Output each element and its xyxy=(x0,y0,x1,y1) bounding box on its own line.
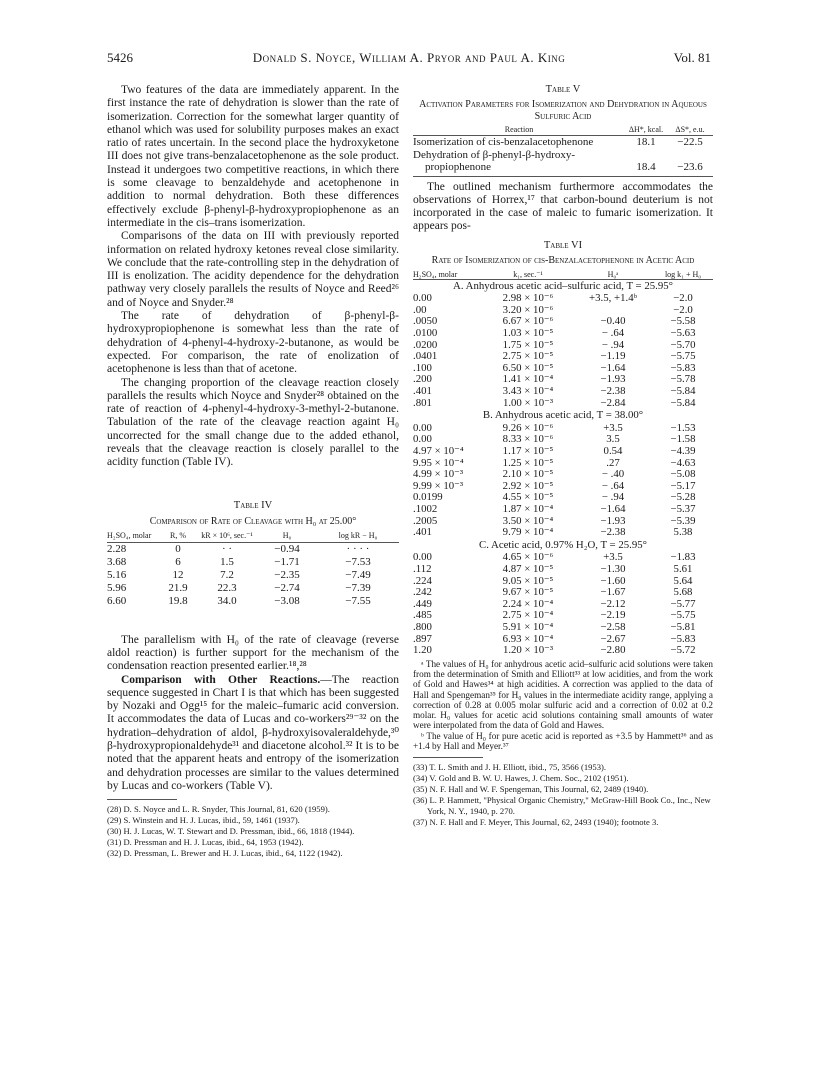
table-row xyxy=(413,576,713,588)
table-row xyxy=(413,564,713,576)
table-cell: −2.0 xyxy=(673,303,693,316)
paragraph-text: —The reaction sequence suggested in Chart I is that which has been suggested by Nozaki and Ogg¹⁵ for the maleic–fumaric acid conversion. It accommodates the data of Lucas and co-workers²⁹⁻³² on the hydration–dehydration of aldol, β-hydroxyisovaleraldehyde,³⁰ β-hydroxypropionaldehyde³¹ and diacetone alcohol.³² It is to be noted that the apparent heats and entropy of the isomerization and dehydration processes are similar to the values determined by Lucas and co-workers (Table V). xyxy=(107,673,399,792)
table-cell: 1.25 × 10⁻⁵ xyxy=(502,456,554,469)
table-cell: −2.80 xyxy=(600,644,626,657)
table-cell: 5.16 xyxy=(107,568,127,581)
table-cell: 9.26 × 10⁻⁶ xyxy=(502,421,554,434)
table-header-row xyxy=(413,270,713,280)
table-cell: − .94 xyxy=(601,338,625,351)
table-cell: −2.84 xyxy=(600,396,626,409)
table-cell: −2.12 xyxy=(600,597,626,610)
left-column xyxy=(107,84,399,859)
table-cell: 9.05 × 10⁻⁵ xyxy=(502,574,554,587)
table-cell: 1.17 × 10⁻⁵ xyxy=(502,445,554,457)
table-row xyxy=(413,645,713,657)
table-cell: .242 xyxy=(413,586,432,599)
table-cell: −4.39 xyxy=(670,445,696,457)
table-cell: −5.78 xyxy=(670,373,696,386)
table-cell: .00 xyxy=(413,303,427,316)
table-cell: 7.2 xyxy=(220,568,234,581)
table-footnotes xyxy=(413,659,713,752)
table-v-title: Activation Parameters for Isomerization and Dehydration in Aqueous Sulfuric Acid xyxy=(419,99,707,122)
column-header: k₁, sec.⁻¹ xyxy=(513,269,543,279)
table-cell: 0.00 xyxy=(413,551,432,564)
table-cell: 8.33 × 10⁻⁶ xyxy=(502,433,554,446)
table-row xyxy=(413,351,713,363)
table-row xyxy=(413,446,713,458)
table-section-row xyxy=(413,279,713,293)
table-row xyxy=(413,504,713,516)
table-cell: 0.0199 xyxy=(413,491,443,504)
column-header: H₀ xyxy=(257,531,317,543)
table-cell: −5.84 xyxy=(670,396,696,409)
table-cell: .200 xyxy=(413,373,432,386)
table-cell: 0.00 xyxy=(413,292,432,305)
table-cell: −7.49 xyxy=(345,568,371,581)
table-cell: − .64 xyxy=(601,479,625,492)
column-header: H₂SO₄, molar xyxy=(107,531,159,543)
table-cell: 2.92 × 10⁻⁵ xyxy=(502,479,554,492)
column-header: Reaction xyxy=(413,125,625,136)
footnote-b: ᵇ The value of H₀ for pure acetic acid is reported as +3.5 by Hammett³⁶ and as +1.4 by Hall and Meyer.³⁷ xyxy=(413,730,713,752)
table-cell: · · xyxy=(221,542,233,555)
paragraph: The outlined mechanism furthermore accommodates the observations of Horrex,¹⁷ that carbon-bound deuterium is not incorporated in the case of maleic to fumaric isomerization. It appears pos- xyxy=(413,180,713,233)
table-row xyxy=(413,305,713,317)
table-cell: −1.60 xyxy=(600,574,626,587)
table-cell: −1.30 xyxy=(600,562,626,575)
table-cell: −23.6 xyxy=(677,161,703,173)
table-cell: −1.58 xyxy=(670,433,696,446)
table-cell: 2.98 × 10⁻⁶ xyxy=(502,292,554,305)
table-cell: −0.94 xyxy=(274,542,300,555)
table-cell: −5.75 xyxy=(670,350,696,363)
table-row xyxy=(107,569,399,582)
table-cell: .801 xyxy=(413,396,432,409)
table-row xyxy=(413,363,713,375)
table-cell: .2005 xyxy=(413,514,438,527)
table-cell: 4.55 × 10⁻⁵ xyxy=(502,491,554,504)
table-cell: +3.5 xyxy=(603,551,623,564)
footnote-rule xyxy=(107,799,177,800)
table-cell: −5.28 xyxy=(670,491,696,504)
table-cell: −1.83 xyxy=(670,551,696,564)
table-cell: 1.5 xyxy=(220,555,234,568)
section-label: A. Anhydrous acetic acid–sulfuric acid, T = 25.95° xyxy=(453,279,673,292)
reference-item: (34) V. Gold and B. W. U. Hawes, J. Chem. Soc., 2102 (1951). xyxy=(413,773,629,784)
table-cell: −1.93 xyxy=(600,514,626,527)
section-label: C. Acetic acid, 0.97% H₂O, T = 25.95° xyxy=(479,538,647,551)
table-v-label: Table V xyxy=(545,84,581,95)
table-cell: −3.08 xyxy=(274,594,300,607)
table-vi xyxy=(413,270,713,657)
table-row xyxy=(413,374,713,386)
table-cell: 6.50 × 10⁻⁵ xyxy=(502,361,554,374)
table-cell: 21.9 xyxy=(168,581,188,594)
table-cell: · · · · xyxy=(346,542,370,555)
table-cell: 12 xyxy=(172,568,184,581)
table-row xyxy=(413,610,713,622)
table-cell: 2.24 × 10⁻⁴ xyxy=(502,597,554,610)
table-cell: −22.5 xyxy=(677,136,703,148)
table-cell: 2.75 × 10⁻⁵ xyxy=(502,350,554,363)
table-cell: −2.74 xyxy=(274,581,300,594)
table-cell: .0050 xyxy=(413,315,438,328)
table-row xyxy=(413,293,713,305)
table-cell: 4.87 × 10⁻⁵ xyxy=(502,562,554,575)
table-cell: .800 xyxy=(413,620,432,633)
table-v xyxy=(413,125,713,174)
table-cell: 4.97 × 10⁻⁴ xyxy=(413,445,464,457)
table-cell: 3.5 xyxy=(606,433,620,446)
table-cell: .0100 xyxy=(413,327,438,340)
table-cell: 3.43 × 10⁻⁴ xyxy=(502,385,554,398)
table-row xyxy=(413,149,713,162)
table-cell: 5.38 xyxy=(673,526,693,539)
table-cell: −1.93 xyxy=(600,373,626,386)
table-cell: 4.65 × 10⁻⁶ xyxy=(502,551,554,564)
table-cell: −5.75 xyxy=(670,609,696,622)
table-cell: .100 xyxy=(413,361,432,374)
table-row xyxy=(413,398,713,410)
table-cell: 1.20 × 10⁻³ xyxy=(502,644,554,657)
table-cell: .27 xyxy=(606,456,620,469)
table-cell: −2.35 xyxy=(274,568,300,581)
column-header: log k₁ + H₀ xyxy=(664,269,702,279)
table-cell: 1.00 × 10⁻³ xyxy=(502,396,554,409)
table-cell: Dehydration of β-phenyl-β-hydroxy- xyxy=(413,148,576,161)
table-cell: 3.50 × 10⁻⁴ xyxy=(502,514,554,527)
section-label: B. Anhydrous acetic acid, T = 38.00° xyxy=(482,409,644,422)
reference-item: (37) N. F. Hall and F. Meyer, This Journal, 62, 2493 (1940); footnote 3. xyxy=(413,817,659,828)
paragraph: The changing proportion of the cleavage reaction closely parallels the results which Noyce and Snyder²⁸ obtained on the rate of reaction of 4-phenyl-4-hydroxy-3-methyl-2-butanone. Tabulation of the rate of the cleavage reaction againt H₀ uncorrected for the small change due to the added ethanol, reveals that the cleavage reaction is closely parallel to the acidity function (Table IV). xyxy=(107,376,399,469)
table-cell: −5.84 xyxy=(670,385,696,398)
reference-item: (31) D. Pressman and H. J. Lucas, ibid., 64, 1953 (1942). xyxy=(107,837,304,848)
table-cell: 6.93 × 10⁻⁴ xyxy=(502,632,554,645)
paragraph: Two features of the data are immediately apparent. In the first instance the rate of dehydration is slower than the rate of isomerization. Correction for the somewhat larger quantity of ethanol which was used for solubility purposes makes an exact ratio of rates uncertain. In the second place the hydroxyketone III does not give trans-benzalacetophenone as the sole product. Instead it undergoes two competitive reactions, in which there is some cleavage to benzaldehyde and acetophenone in addition to normal dehydration. Both these differences effectively exclude β-phenyl-β-hydroxypropiophenone as an intermediate in the cis–trans isomerization. xyxy=(107,84,399,229)
table-row xyxy=(413,136,713,149)
table-cell: 6.60 xyxy=(107,594,127,607)
table-row xyxy=(107,556,399,569)
table-cell: .449 xyxy=(413,597,432,610)
table-cell: 3.68 xyxy=(107,555,127,568)
table-iv xyxy=(107,531,399,608)
table-cell: 5.68 xyxy=(673,586,693,599)
table-cell: −5.58 xyxy=(670,315,696,328)
table-cell: .401 xyxy=(413,385,432,398)
table-cell: 6 xyxy=(175,555,181,568)
table-cell: propiophenone xyxy=(425,161,491,173)
table-cell: −7.55 xyxy=(345,594,371,607)
table-row xyxy=(413,634,713,646)
table-cell: 2.10 × 10⁻⁵ xyxy=(502,468,554,481)
table-cell: −5.63 xyxy=(670,327,696,340)
table-cell: −5.83 xyxy=(670,632,696,645)
table-cell: 9.99 × 10⁻³ xyxy=(413,479,464,492)
table-cell: 1.03 × 10⁻⁵ xyxy=(502,327,554,340)
table-row xyxy=(107,582,399,595)
table-vi-label: Table VI xyxy=(543,239,583,251)
reference-item: (35) N. F. Hall and W. F. Spengeman, This Journal, 62, 2489 (1940). xyxy=(413,784,649,795)
reference-item: (33) T. L. Smith and J. H. Elliott, ibid., 75, 3566 (1953). xyxy=(413,762,607,773)
table-cell: 5.96 xyxy=(107,581,127,594)
table-cell: 22.3 xyxy=(217,581,237,594)
table-cell: 18.1 xyxy=(636,136,656,148)
reference-item: (36) L. P. Hammett, "Physical Organic Chemistry," McGraw-Hill Book Co., Inc., New York, N. Y., 1940, p. 270. xyxy=(413,795,711,817)
table-cell: −1.53 xyxy=(670,421,696,434)
table-cell: −1.67 xyxy=(600,586,626,599)
column-header: ΔH*, kcal. xyxy=(625,125,667,136)
reference-item: (30) H. J. Lucas, W. T. Stewart and D. Pressman, ibid., 66, 1818 (1944). xyxy=(107,826,355,837)
references-left xyxy=(107,804,399,859)
table-cell: +3.5 xyxy=(603,421,623,434)
table-cell: −5.81 xyxy=(670,620,696,633)
table-cell: −5.08 xyxy=(670,468,696,481)
table-row xyxy=(413,386,713,398)
column-header: H₀ᵃ xyxy=(607,269,619,279)
table-cell: −2.67 xyxy=(600,632,626,645)
table-cell: −5.37 xyxy=(670,502,696,515)
table-cell: −5.72 xyxy=(670,644,696,657)
table-cell: − .94 xyxy=(601,491,625,504)
table-cell: 2.28 xyxy=(107,542,127,555)
table-header-row xyxy=(107,531,399,543)
table-row xyxy=(413,599,713,611)
table-section-row xyxy=(413,409,713,423)
paragraph: Comparisons of the data on III with previously reported information on related hydroxy ketones reveal close similarity. We conclude that the rate-controlling step in the dehydration of III is enolization. The acidity dependence for the dehydration pathway very closely parallels the results of Noyce and Reed²⁶ and of Noyce and Snyder.²⁸ xyxy=(107,230,399,309)
table-cell: −2.0 xyxy=(673,292,693,305)
table-cell: 19.8 xyxy=(168,594,188,607)
table-cell: .0200 xyxy=(413,338,438,351)
table-vi-title: Rate of Isomerization of cis-Benzalacetophenone in Acetic Acid xyxy=(431,254,695,266)
table-cell: 2.75 × 10⁻⁴ xyxy=(502,609,554,622)
table-row xyxy=(107,542,399,556)
right-column xyxy=(413,84,713,828)
table-cell: Isomerization of cis-benzalacetophenone xyxy=(413,136,594,148)
table-cell: 5.91 × 10⁻⁴ xyxy=(502,620,554,633)
table-cell: 34.0 xyxy=(217,594,237,607)
paragraph: The rate of dehydration of β-phenyl-β-hydroxypropiophenone is somewhat less than the rate of dehydration of 4-phenyl-4-hydroxy-2-butanone, as would be expected. For comparison, the rate of enolization of acetophenone is less than that of acetone. xyxy=(107,310,399,376)
table-iv-title: Comparison of Rate of Cleavage with H₀ at 25.00° xyxy=(149,515,357,527)
paragraph: The parallelism with H₀ of the rate of cleavage (reverse aldol reaction) is further support for the mechanism of the condensation reaction presented earlier.¹⁸,²⁸ xyxy=(107,633,399,673)
table-cell: −2.58 xyxy=(600,620,626,633)
table-cell: .897 xyxy=(413,632,432,645)
table-cell: .224 xyxy=(413,574,432,587)
table-cell: +3.5, +1.4ᵇ xyxy=(589,292,637,305)
table-cell: .112 xyxy=(413,562,432,575)
table-cell: −7.53 xyxy=(345,555,371,568)
references-right xyxy=(413,762,713,828)
table-cell: −1.19 xyxy=(600,350,626,363)
table-row xyxy=(413,328,713,340)
table-row xyxy=(413,622,713,634)
table-cell: 3.20 × 10⁻⁶ xyxy=(502,303,554,316)
table-cell: −1.71 xyxy=(274,555,300,568)
table-cell: .485 xyxy=(413,609,432,622)
running-header xyxy=(107,50,711,68)
table-cell: 9.95 × 10⁻⁴ xyxy=(413,456,464,469)
table-row xyxy=(413,481,713,493)
table-row xyxy=(413,516,713,528)
table-cell: .0401 xyxy=(413,350,438,363)
table-cell: −0.40 xyxy=(600,315,626,328)
table-cell: 5.64 xyxy=(673,574,693,587)
table-cell: −1.64 xyxy=(600,361,626,374)
table-row xyxy=(413,423,713,435)
table-row xyxy=(107,595,399,608)
table-row xyxy=(413,340,713,352)
column-header: log kR − H₀ xyxy=(317,531,399,543)
reference-item: (29) S. Winstein and H. J. Lucas, ibid., 59, 1461 (1937). xyxy=(107,815,300,826)
table-iv-label: Table IV xyxy=(233,499,273,511)
reference-item: (32) D. Pressman, L. Brewer and H. J. Lucas, ibid., 64, 1122 (1942). xyxy=(107,848,343,859)
column-header: ΔS*, e.u. xyxy=(667,125,713,136)
table-cell: 1.75 × 10⁻⁵ xyxy=(502,338,554,351)
table-cell: 0 xyxy=(175,542,181,555)
table-cell: 0.54 xyxy=(603,445,623,457)
table-row xyxy=(413,587,713,599)
table-header-row xyxy=(413,125,713,136)
table-row xyxy=(413,161,713,174)
table-cell: −5.83 xyxy=(670,361,696,374)
table-cell: 0.00 xyxy=(413,433,432,446)
table-cell: −4.63 xyxy=(670,456,696,469)
page-number: 5426 xyxy=(107,50,133,65)
running-authors: Donald S. Noyce, William A. Pryor and Paul A. King xyxy=(252,50,566,65)
table-cell: −5.39 xyxy=(670,514,696,527)
table-cell: 18.4 xyxy=(636,161,656,173)
column-header: R, % xyxy=(159,531,197,543)
table-cell: 6.67 × 10⁻⁶ xyxy=(502,315,554,328)
footnote-rule xyxy=(413,757,483,758)
table-cell: 4.99 × 10⁻³ xyxy=(413,468,464,481)
footnote-a: ᵃ The values of H₀ for anhydrous acetic acid–sulfuric acid solutions were taken from the determination of Smith and Elliott³³ at low acidities, and from the work of Gold and Hawes³⁴ at high acidities. A correction was applied to the data of Hall and Spengeman³⁵ for H₀ values in the intermediate acidity range, applying a correction of 0.28 at 0.005 molar sulfuric acid and a correction of 0.02 at 0.2 molar. H₀ values for acetic acid solutions containing small amounts of water were interpolated from the data of Gold and Hawes. xyxy=(413,658,713,731)
table-cell: .401 xyxy=(413,526,432,539)
table-cell: −1.64 xyxy=(600,502,626,515)
table-cell: 9.67 × 10⁻⁵ xyxy=(502,586,554,599)
table-cell: − .40 xyxy=(601,468,625,481)
table-row xyxy=(413,316,713,328)
section-heading: Comparison with Other Reactions. xyxy=(121,673,321,686)
table-row xyxy=(413,552,713,564)
table-cell: −5.70 xyxy=(670,338,696,351)
table-cell: − .64 xyxy=(601,327,625,340)
table-row xyxy=(413,492,713,504)
table-cell: 9.79 × 10⁻⁴ xyxy=(502,526,554,539)
table-cell: 1.87 × 10⁻⁴ xyxy=(502,502,554,515)
table-cell: −7.39 xyxy=(345,581,371,594)
table-cell: −5.17 xyxy=(670,479,696,492)
column-header: H₂SO₄, molar xyxy=(413,269,458,279)
table-cell: −2.19 xyxy=(600,609,626,622)
table-section-row xyxy=(413,539,713,553)
volume-label: Vol. 81 xyxy=(673,50,711,65)
table-cell: −5.77 xyxy=(670,597,696,610)
table-row xyxy=(413,527,713,539)
table-cell: .1002 xyxy=(413,502,438,515)
reference-item: (28) D. S. Noyce and L. R. Snyder, This Journal, 81, 620 (1959). xyxy=(107,804,330,815)
table-cell: 1.20 xyxy=(413,644,432,657)
table-cell: 5.61 xyxy=(673,562,693,575)
table-rule xyxy=(413,176,713,178)
table-cell: 1.41 × 10⁻⁴ xyxy=(502,373,554,386)
paragraph xyxy=(107,674,399,794)
table-cell: 0.00 xyxy=(413,421,432,434)
column-header: kR × 10⁶, sec.⁻¹ xyxy=(197,531,257,543)
table-cell: −2.38 xyxy=(600,385,626,398)
table-cell: −2.38 xyxy=(600,526,626,539)
